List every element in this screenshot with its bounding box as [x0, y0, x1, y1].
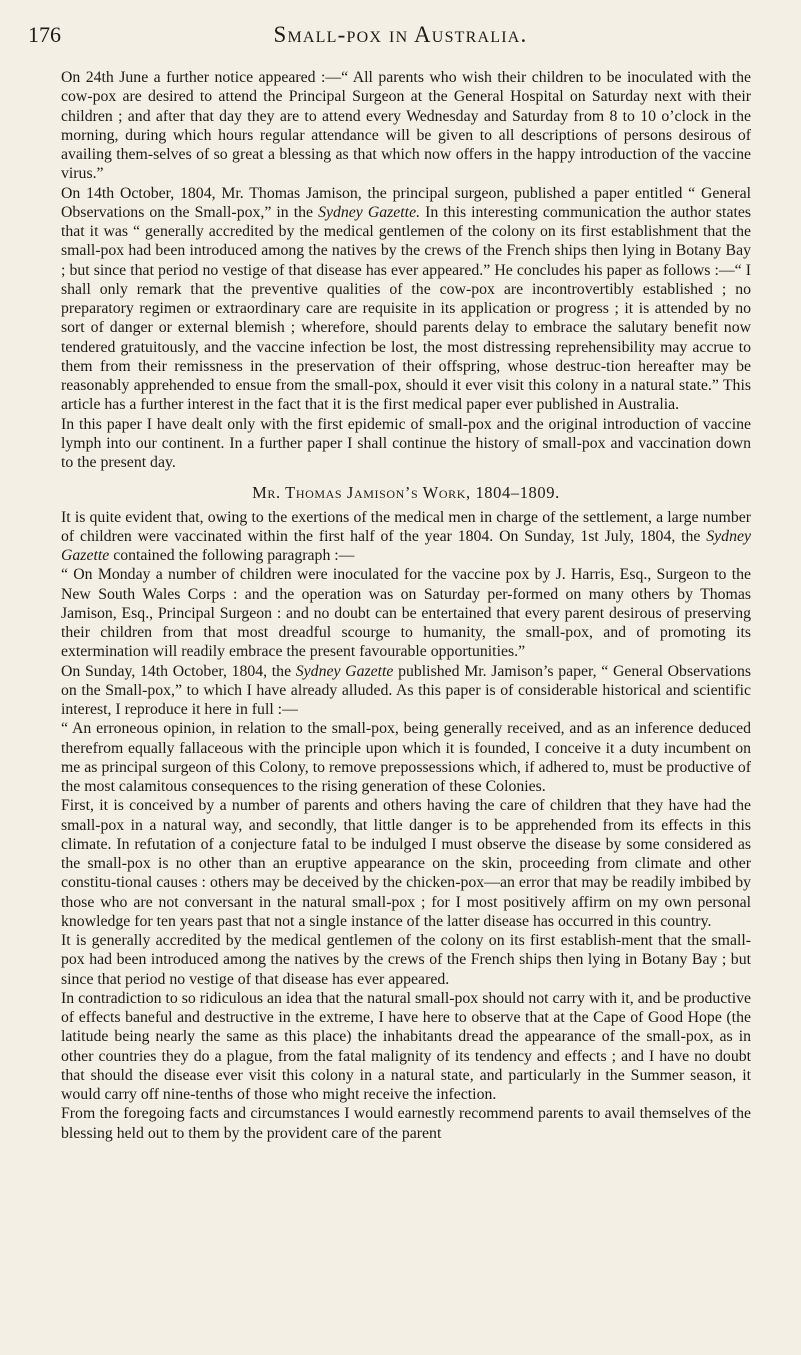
- italic-title: Sydney Gazette: [61, 527, 751, 564]
- page-number: 176: [28, 22, 61, 47]
- text-run: published Mr. Jamison’s paper, “ General Observations on the Small-pox,” to which I have already alluded. As this paper is of considerable historical and scientific interest, I reproduce it here in full :—: [61, 662, 751, 718]
- running-title: Small-pox in Australia.: [273, 22, 528, 47]
- section-heading: Mr. Thomas Jamison’s Work, 1804–1809.: [252, 483, 560, 503]
- italic-title: Sydney Gazette: [295, 662, 394, 680]
- paragraph: [61, 508, 751, 566]
- italic-title: Sydney Gazette.: [318, 203, 421, 221]
- quoted-paragraph: It is generally accredited by the medical gentlemen of the colony on its first establish-ment that the small-pox had been introduced among the natives by the crews of the French ships then lying in Botany Bay ; but since that period no vestige of that disease has ever appeared.: [61, 932, 751, 988]
- quoted-paragraph: “ On Monday a number of children were inoculated for the vaccine pox by J. Harris, Esq., Surgeon to the New South Wales Corps : and the operation was on Saturday per-formed on many others by Thomas Jamison, Esq., Principal Surgeon : and no doubt can be entertained that every parent desirous of preserving their children from that most dreadful scourge to humanity, the small-pox, and of promoting its extermination will readily embrace the present favourable opportunities.”: [61, 566, 751, 661]
- text-run: contained the following paragraph :—: [109, 547, 355, 564]
- text-run: It is quite evident that, owing to the exertions of the medical men in charge of the settlement, a large number of children were vaccinated within the first half of the year 1804. On Sunday, 1st July, 1804, the: [61, 508, 751, 545]
- text-run: On 14th October, 1804, Mr. Thomas Jamison, the principal surgeon, published a paper entitled “ General Observations on the Small-pox,” in the: [61, 184, 751, 221]
- text-run: On Sunday, 14th October, 1804, the: [61, 662, 296, 680]
- body-text: [61, 68, 751, 1143]
- quoted-paragraph: “ An erroneous opinion, in relation to the small-pox, being generally received, and as an inference deduced therefrom equally fallaceous with the principle upon which it is founded, I conceive it a duty incumbent on me as principal surgeon of this Colony, to remove prepossessions which, if adhered to, must be productive of the most calamitous consequences to the rising generation of these Colonies.: [61, 720, 751, 795]
- quoted-paragraph: From the foregoing facts and circumstances I would earnestly recommend parents to avail themselves of the blessing held out to them by the provident care of the parent: [61, 1105, 751, 1142]
- paragraph: [61, 184, 751, 415]
- quoted-paragraph: First, it is conceived by a number of parents and others having the care of children that they have had the small-pox in a natural way, and secondly, that little danger is to be apprehended from its effects in this climate. In refutation of a conjecture fatal to be indulged I must observe the disease by some considered as the small-pox is no other than an eruptive appearance on the skin, proceeding from climate and other constitu-tional causes : others may be deceived by the chicken-pox—an error that may be readily imbibed by those who are not conversant in the natural small-pox ; for I most positively affirm on my own personal knowledge for ten years past that not a single instance of the latter disease has occurred in this country.: [61, 797, 751, 930]
- text-run: In this interesting communication the author states that it was “ generally accredited by the medical gentlemen of the colony on its first establishment that the small-pox had been introduced among the natives by the crews of the French ships then lying in Botany Bay ; but since that period no vestige of that disease has ever appeared.” He concludes his paper as follows :—“ I shall only remark that the preventive qualities of the cow-pox are incontrovertibly established ; no preparatory regimen or extraordinary care are requisite in its application or progress ; it is attended by no sort of danger or external blemish ; wherefore, should parents delay to embrace the salutary benefit now tendered gratuitously, and the vaccine infection be lost, the most distressing reprehensibility may accrue to them from their remissness in the preservation of their offspring, whose destruc-tion hereafter may be reasonably apprehended to ensue from the small-pox, should it ever visit this colony in a natural state.” This article has a further interest in the fact that it is the first medical paper ever published in Australia.: [61, 203, 752, 414]
- paragraph: [61, 662, 751, 720]
- paragraph: On 24th June a further notice appeared :—“ All parents who wish their children to be inoculated with the cow-pox are desired to attend the Principal Surgeon at the General Hospital on Saturday next with their children ; and after that day they are to attend every Wednesday and Saturday from 8 to 10 o’clock in the morning, during which hours regular attendance will be given to all descriptions of persons desirous of availing them-selves of so great a blessing as that which now offers in the happy introduction of the vaccine virus.”: [61, 69, 751, 183]
- paragraph: In this paper I have dealt only with the first epidemic of small-pox and the original introduction of vaccine lymph into our continent. In a further paper I shall continue the history of small-pox and vaccination down to the present day.: [61, 415, 751, 471]
- page-header: [28, 22, 773, 54]
- quoted-paragraph: In contradiction to so ridiculous an idea that the natural small-pox should not carry with it, and be productive of effects baneful and destructive in the extreme, I have here to observe that at the Cape of Good Hope (the latitude being nearly the same as this place) the inhabitants dread the appearance of the small-pox, as in other countries they do a plague, from the fatal malignity of its tendency and effects ; and I have no doubt that should the disease ever visit this colony in a natural state, and particularly in the Summer season, it would carry off nine-tenths of those who might receive the infection.: [61, 989, 751, 1103]
